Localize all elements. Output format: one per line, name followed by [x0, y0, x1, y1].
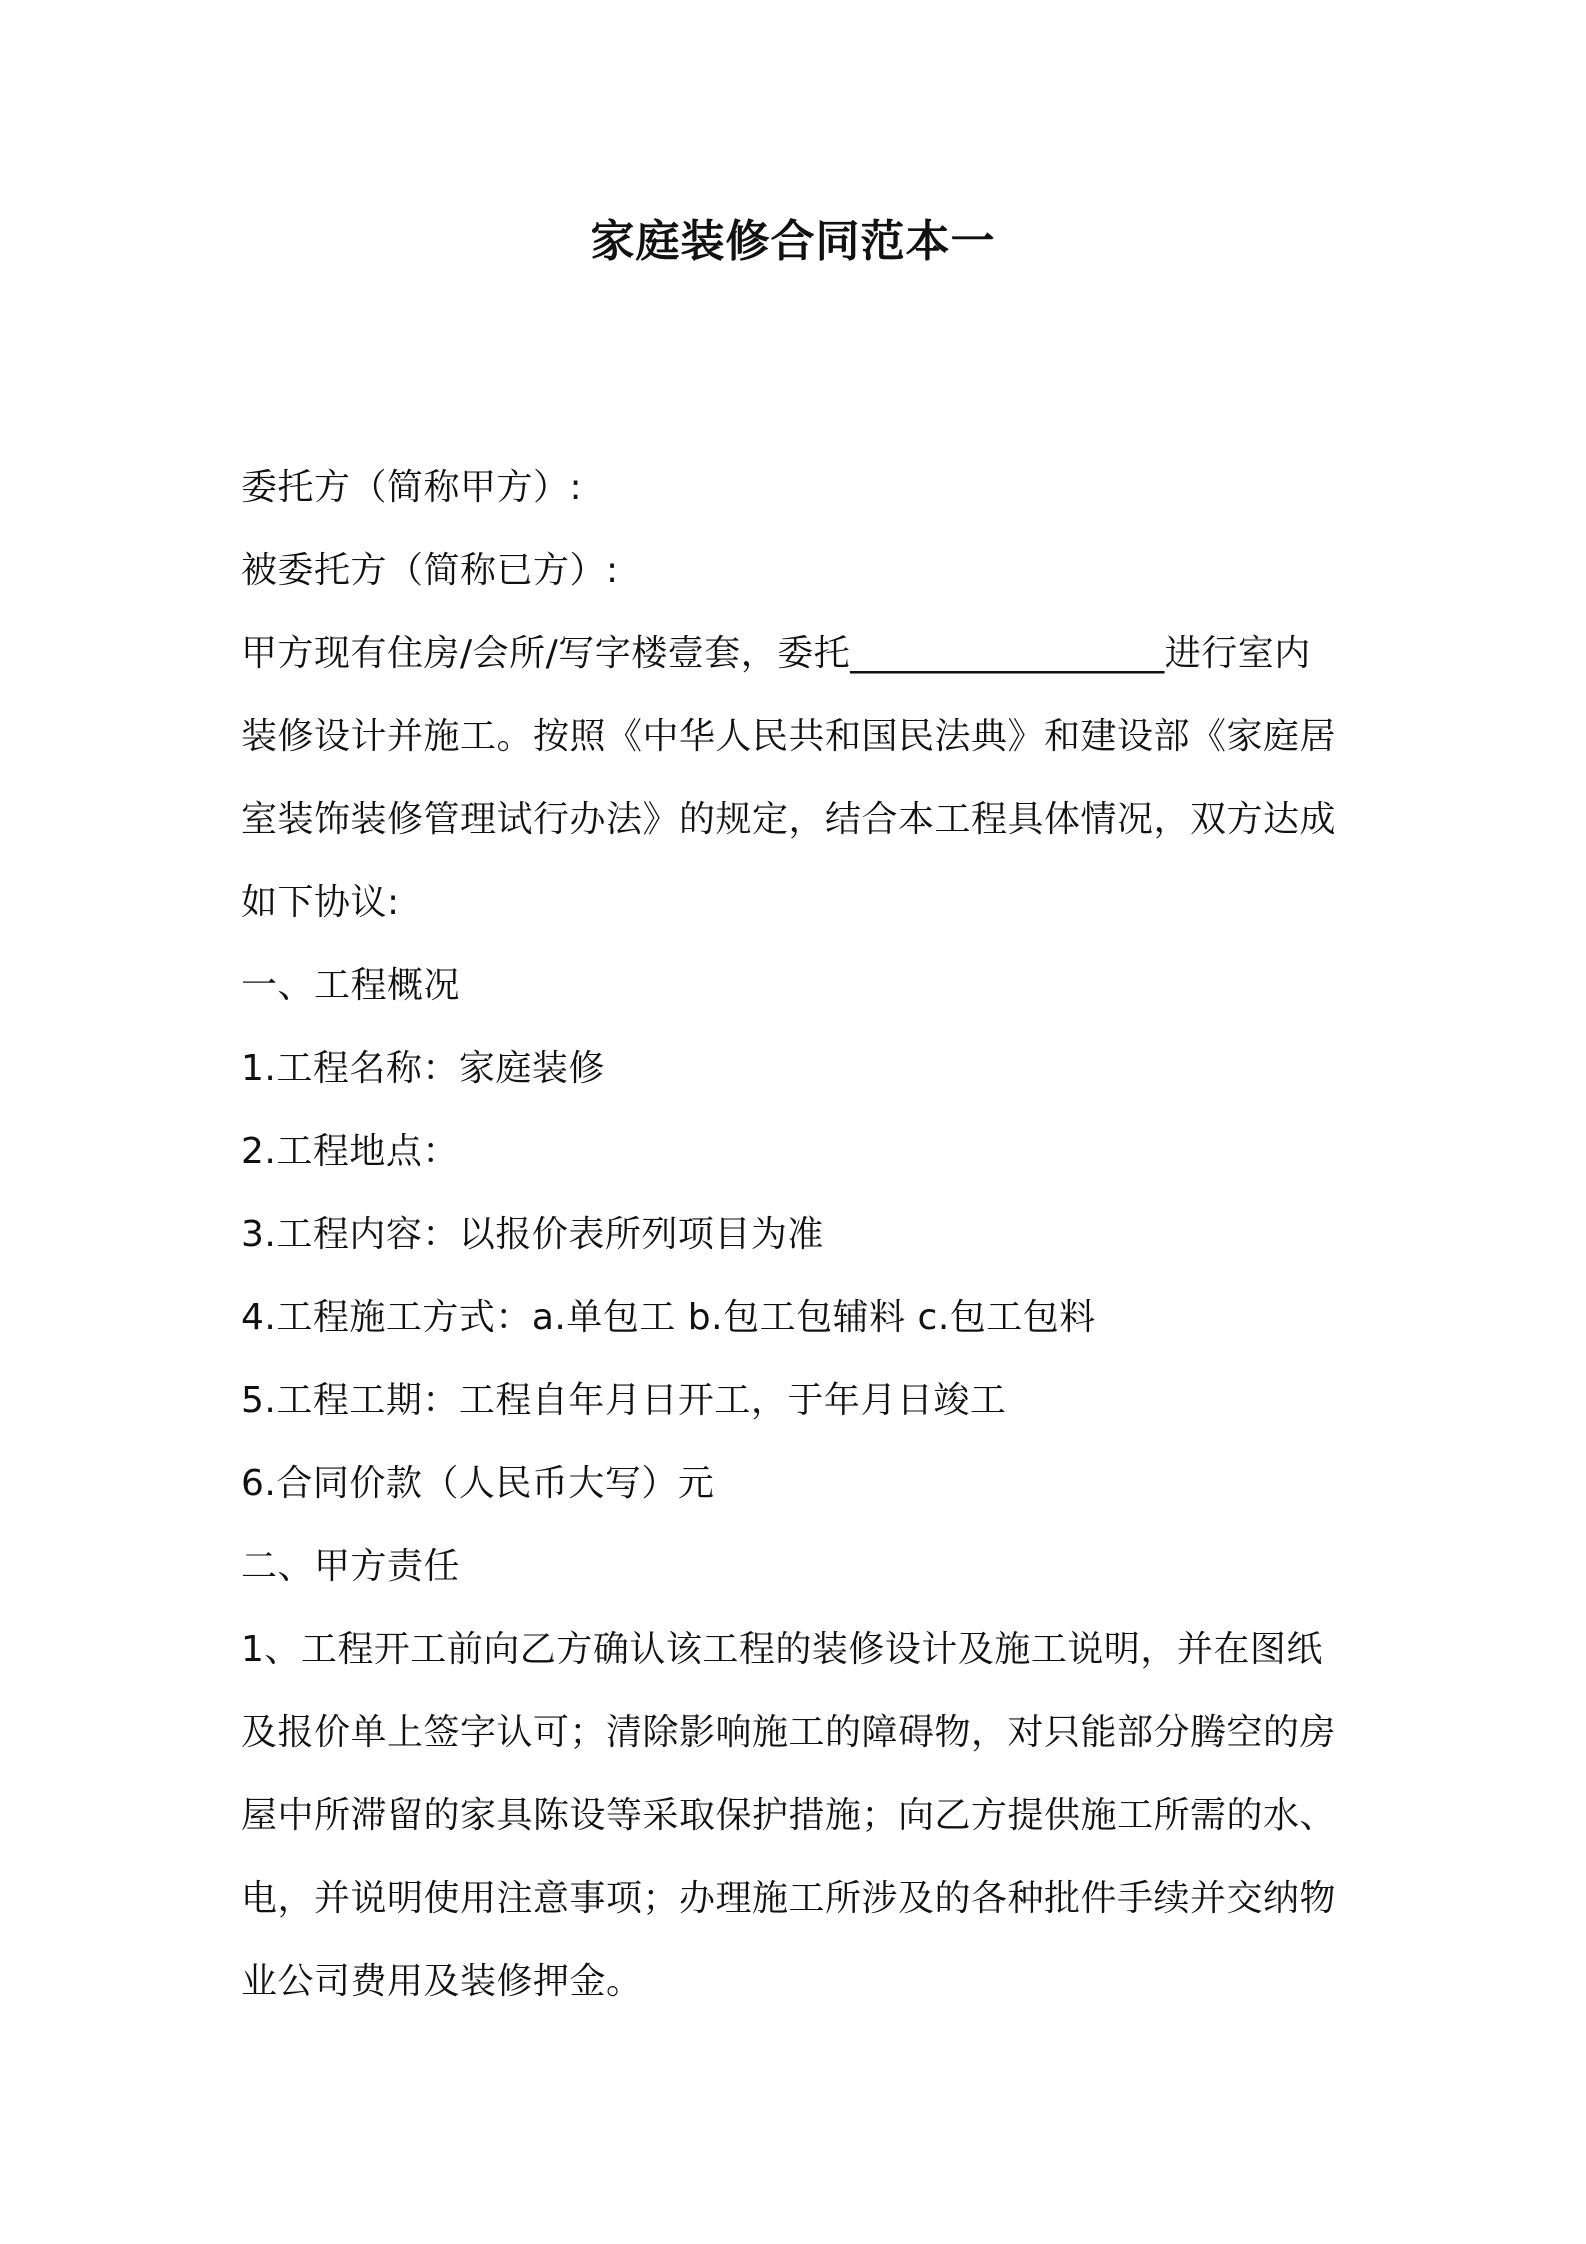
party-a-clause-line-1: 1、工程开工前向乙方确认该工程的装修设计及施工说明，并在图纸: [241, 1629, 1323, 1670]
intro-line-1: 甲方现有住房/会所/写字楼壹套，委托_________________进行室内: [241, 633, 1311, 674]
party-a-clause-line-5: 业公司费用及装修押金。: [241, 1961, 643, 2002]
overview-item-content: 3.工程内容：以报价表所列项目为准: [241, 1214, 824, 1255]
overview-item-name: 1.工程名称：家庭装修: [241, 1048, 605, 1089]
document-body: [241, 446, 1351, 2023]
section-heading-party-a: 二、甲方责任: [241, 1546, 461, 1587]
overview-item-period: 5.工程工期：工程自年月日开工，于年月日竣工: [241, 1380, 1007, 1421]
intro-line-4: 如下协议:: [241, 882, 400, 923]
intro-line-3: 室装饰装修管理试行办法》的规定，结合本工程具体情况，双方达成: [241, 799, 1337, 840]
clause-client: 委托方（简称甲方）:: [241, 467, 583, 508]
party-a-clause-line-4: 电，并说明使用注意事项；办理施工所涉及的各种批件手续并交纳物: [241, 1878, 1337, 1919]
overview-item-price: 6.合同价款（人民币大写）元: [241, 1463, 715, 1504]
overview-item-method: 4.工程施工方式：a.单包工 b.包工包辅料 c.包工包料: [241, 1297, 1096, 1338]
overview-item-location: 2.工程地点：: [241, 1131, 459, 1172]
section-heading-overview: 一、工程概况: [241, 965, 461, 1006]
document-title: 家庭装修合同范本一: [590, 216, 996, 267]
clause-contractor: 被委托方（简称已方）:: [241, 550, 619, 591]
intro-line-2: 装修设计并施工。按照《中华人民共和国民法典》和建设部《家庭居: [241, 716, 1337, 757]
party-a-clause-line-2: 及报价单上签字认可；清除影响施工的障碍物，对只能部分腾空的房: [241, 1712, 1337, 1753]
party-a-clause-line-3: 屋中所滞留的家具陈设等采取保护措施；向乙方提供施工所需的水、: [241, 1795, 1337, 1836]
